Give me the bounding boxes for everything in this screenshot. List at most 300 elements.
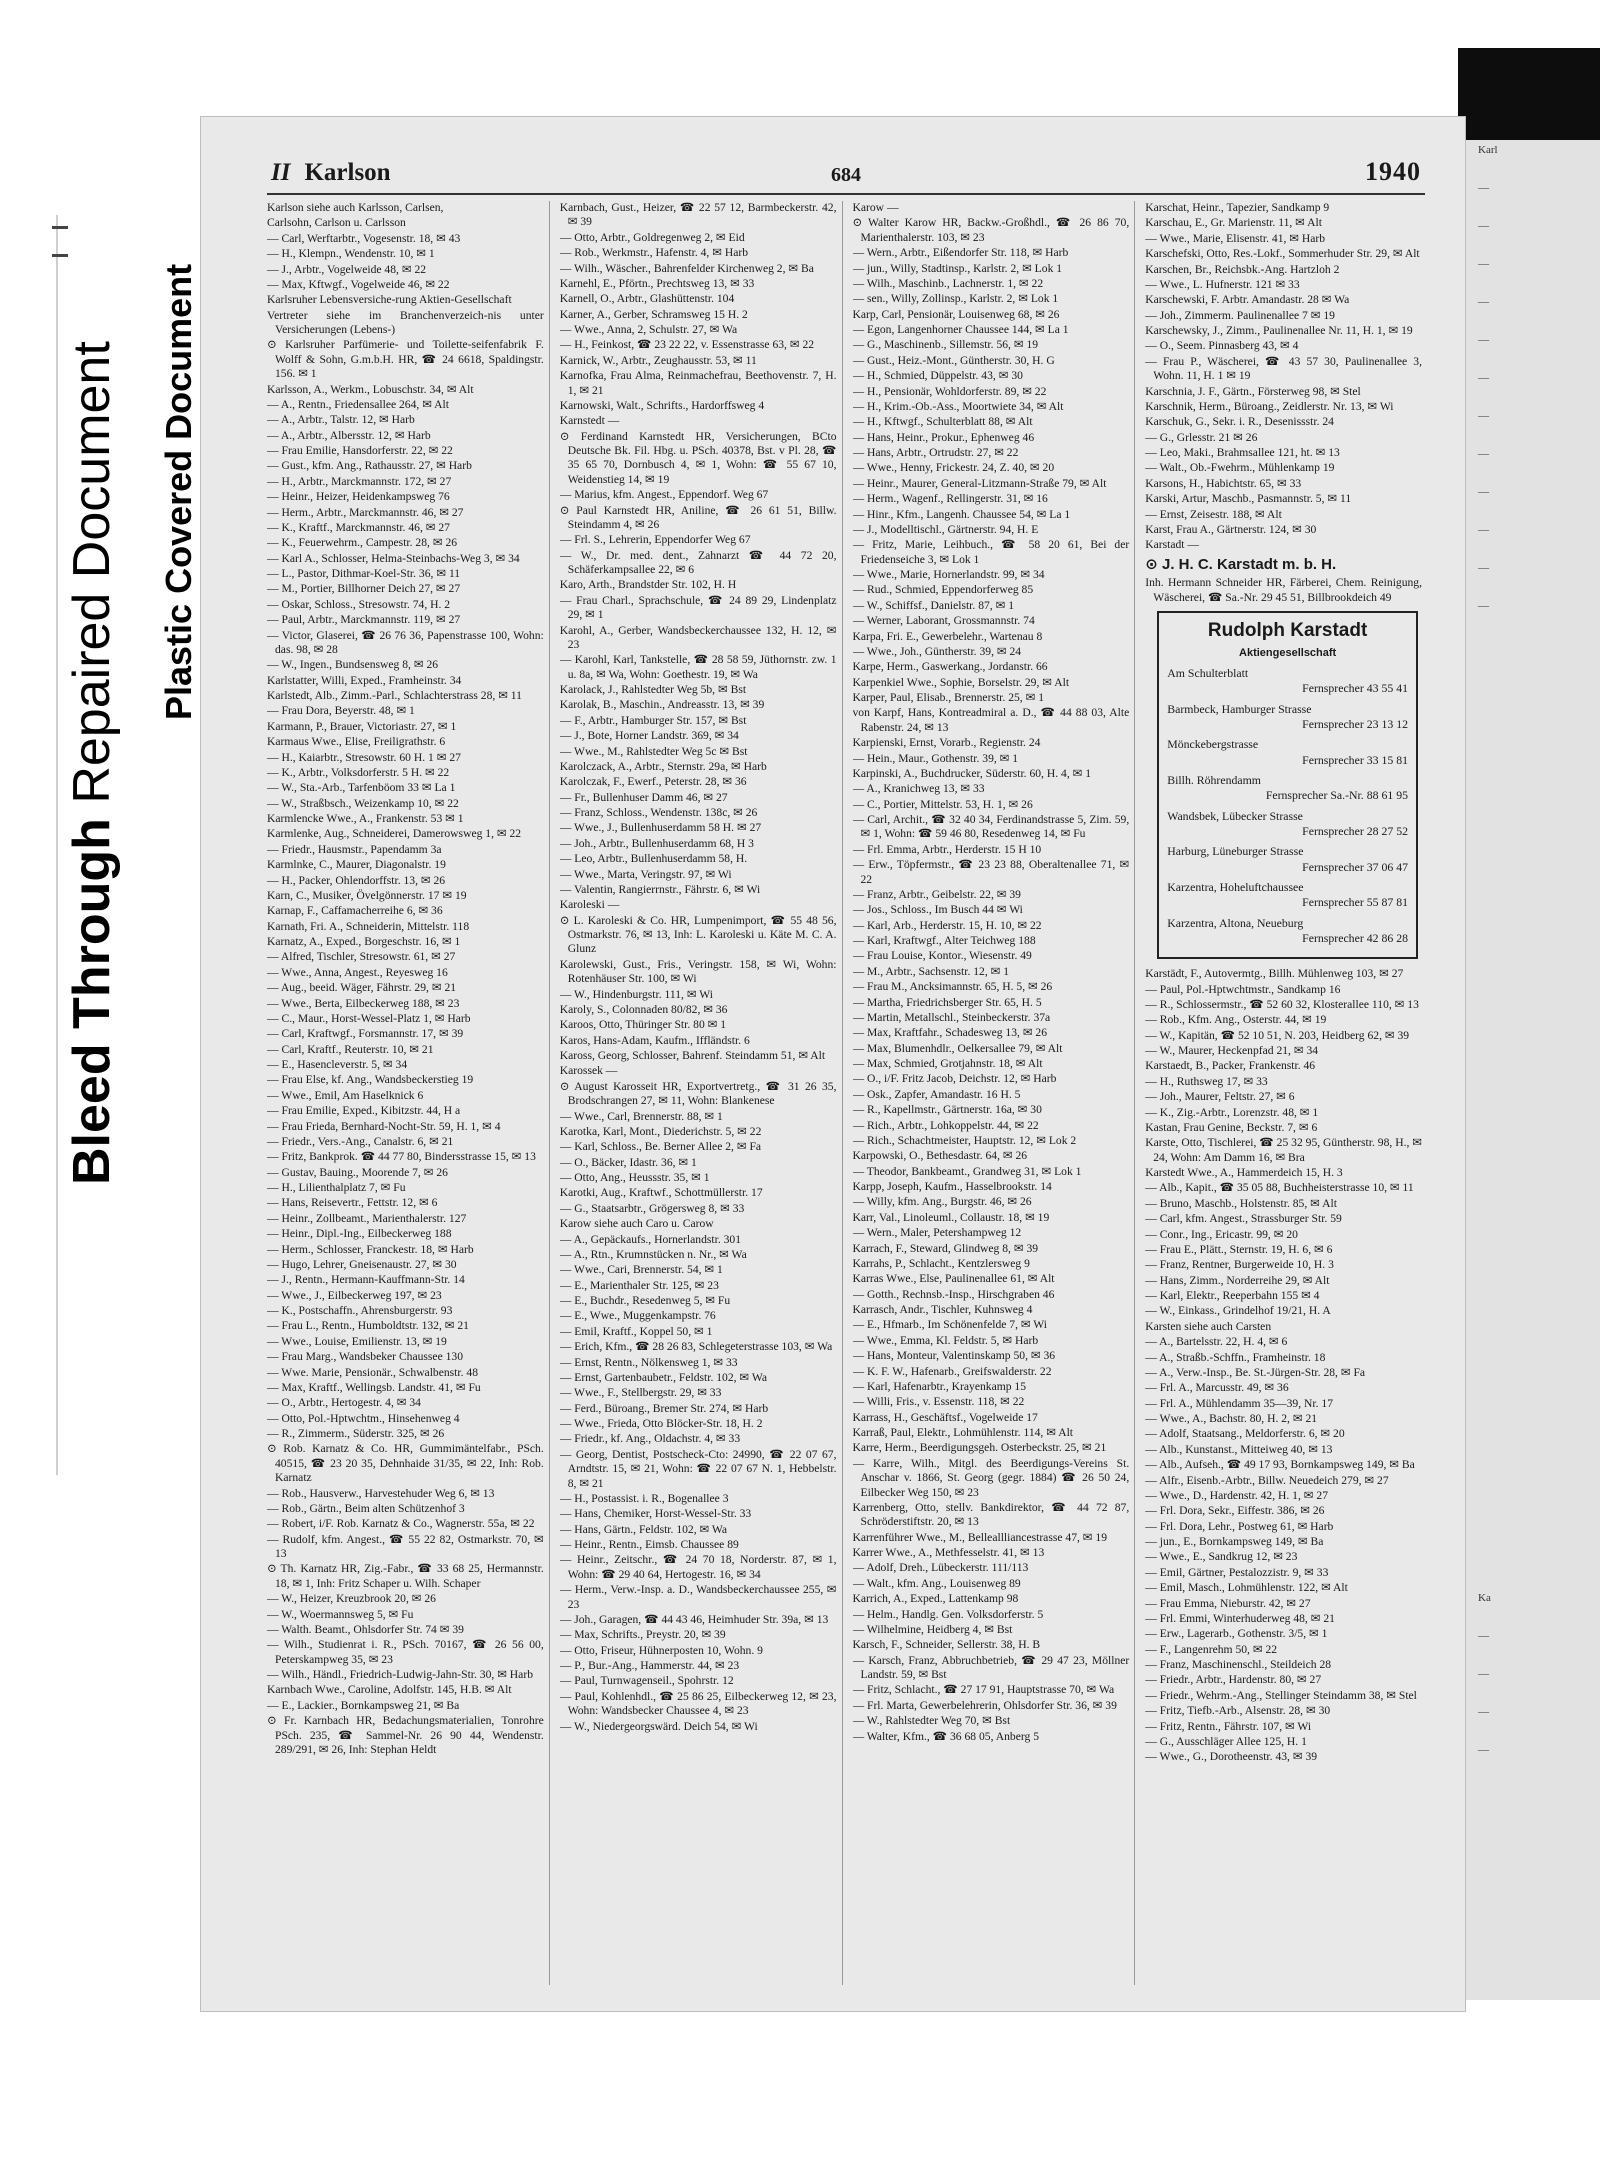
directory-entry: — Paul, Pol.-Hptwchtmstr., Sandkamp 16 <box>1145 982 1341 996</box>
directory-entry: Karschat, Heinr., Tapezier, Sandkamp 9 <box>1145 201 1330 214</box>
directory-entry: — Hans, Gärtn., Feldstr. 102, ✉ Wa <box>559 1522 728 1536</box>
next-page-fragment-text: Karl <box>1478 144 1498 156</box>
directory-entry: — Hugo, Lehrer, Gneisenaustr. 27, ✉ 30 <box>267 1257 457 1271</box>
directory-entry: — A., Verw.-Insp., Be. St.-Jürgen-Str. 28, ✉ Fa <box>1145 1365 1366 1379</box>
directory-entry: — Wwe., Marta, Veringstr. 97, ✉ Wi <box>559 867 732 881</box>
directory-entry: Karr, Val., Linoleuml., Collaustr. 18, ✉ 19 <box>852 1210 1050 1224</box>
directory-entry: Karpienski, Ernst, Vorarb., Regienstr. 24 <box>852 736 1041 750</box>
directory-entry: — Karl A., Schlosser, Helma-Steinbachs-Weg 3, ✉ 34 <box>267 551 520 565</box>
directory-entry: Karras Wwe., Else, Paulinenallee 61, ✉ Alt <box>852 1272 1055 1286</box>
next-page-fragment-text: — <box>1478 296 1489 308</box>
stamp-bleed-through <box>62 341 122 1185</box>
next-page-fragment-text: — <box>1478 220 1489 232</box>
directory-columns <box>267 201 1427 1985</box>
directory-entry: ⊙ L. Karoleski & Co. HR, Lumpenimport, ☎ 55 48 56, Ostmarkstr. 76, ✉ 13, Inh: L. Karoleski u. Käte M. C. A. Glunz <box>559 913 837 956</box>
directory-entry: Karotka, Karl, Mont., Diederichstr. 5, ✉ 22 <box>559 1124 762 1138</box>
directory-entry: — Frau Dora, Beyerstr. 48, ✉ 1 <box>267 704 415 718</box>
directory-entry: Karrenführer Wwe., M., Belleallliancestrasse 47, ✉ 19 <box>852 1530 1107 1544</box>
directory-entry: — Carl, Kraftwgf., Forsmannstr. 17, ✉ 39 <box>267 1027 464 1041</box>
directory-entry: Vertreter siehe im Branchenverzeich-nis unter Versicherungen (Lebens-) <box>267 308 544 336</box>
directory-entry: — O., Bäcker, Idastr. 36, ✉ 1 <box>559 1155 697 1169</box>
directory-entry: — J., Bote, Horner Landstr. 369, ✉ 34 <box>559 729 739 743</box>
ad-location-place: Karzentra, Hoheluftchaussee <box>1167 879 1304 894</box>
directory-entry: — Carl, Kraftf., Reuterstr. 10, ✉ 21 <box>267 1042 434 1056</box>
directory-entry: Karstädt, F., Autovermtg., Billh. Mühlenweg 103, ✉ 27 <box>1145 967 1404 981</box>
directory-entry: — Willi, Fris., v. Essenstr. 118, ✉ 22 <box>852 1395 1025 1409</box>
directory-entry: — R., Kapellmstr., Gärtnerstr. 16a, ✉ 30 <box>852 1103 1042 1117</box>
directory-entry: — G., Grlesstr. 21 ✉ 26 <box>1145 430 1258 444</box>
karstadt-advertisement <box>1157 611 1418 959</box>
directory-entry: — Bruno, Maschb., Holstenstr. 85, ✉ Alt <box>1145 1196 1337 1210</box>
directory-entry: — A., Kranichweg 13, ✉ 33 <box>852 782 985 796</box>
directory-entry: — R., Schlossermstr., ☎ 52 60 32, Klosterallee 110, ✉ 13 <box>1145 997 1419 1011</box>
ad-locations <box>1167 666 1408 946</box>
directory-entry: — Adolf, Staatsang., Meldorferstr. 6, ✉ 20 <box>1145 1427 1345 1441</box>
directory-entry: Karpe, Herm., Gaswerkang., Jordanstr. 66 <box>852 660 1048 674</box>
directory-entry: ⊙ Paul Karnstedt HR, Aniline, ☎ 26 61 51, Billw. Steindamm 4, ✉ 26 <box>559 503 837 531</box>
directory-entry: — Erw., Lagerarb., Gothenstr. 3/5, ✉ 1 <box>1145 1627 1328 1641</box>
directory-entry: Karper, Paul, Elisab., Brennerstr. 25, ✉ 1 <box>852 691 1044 704</box>
directory-entry: — Frau Marg., Wandsbeker Chaussee 130 <box>267 1350 464 1364</box>
ad-subtitle: Aktiengesellschaft <box>1239 646 1337 659</box>
directory-entry: — Willy, kfm. Ang., Burgstr. 46, ✉ 26 <box>852 1195 1032 1209</box>
directory-entry: Karnell, O., Arbtr., Glashüttenstr. 104 <box>559 292 735 306</box>
directory-entry: Karstadt — <box>1145 538 1200 552</box>
directory-entry: Karlson siehe auch Karlsson, Carlsen, <box>267 201 444 214</box>
directory-entry: — Theodor, Bankbeamt., Grandweg 31, ✉ Lok 1 <box>852 1164 1082 1178</box>
directory-entry: — Wwe., Anna, Angest., Reyesweg 16 <box>267 965 448 979</box>
directory-entry: — Frau Emilie, Exped., Kibitzstr. 44, H a <box>267 1104 461 1118</box>
directory-entry: Karolczack, A., Arbtr., Sternstr. 29a, ✉ Harb <box>559 759 767 773</box>
directory-entry: — Frau Else, kf. Ang., Wandsbeckerstieg 19 <box>267 1073 474 1087</box>
directory-entry: — Robert, i/F. Rob. Karnatz & Co., Wagnerstr. 55a, ✉ 22 <box>267 1517 535 1531</box>
directory-entry: ⊙ Karlsruher Parfümerie- und Toilette-seifenfabrik F. Wolff & Sohn, G.m.b.H. HR, ☎ 24 6618, Spaldingstr. 156. ✉ 1 <box>267 338 544 381</box>
directory-entry: Karpowski, O., Bethesdastr. 64, ✉ 26 <box>852 1149 1028 1163</box>
scan-edge-block <box>1458 48 1600 140</box>
directory-entry: — Friedr., Arbtr., Hardenstr. 80, ✉ 27 <box>1145 1673 1322 1687</box>
directory-entry: — Oskar, Schloss., Stresowstr. 74, H. 2 <box>267 597 451 611</box>
directory-entry: — Wwe., Marie, Hornerlandstr. 99, ✉ 34 <box>852 568 1045 581</box>
directory-entry: Karmann, P., Brauer, Victoriastr. 27, ✉ 1 <box>267 719 457 733</box>
directory-entry: Karschnia, J. F., Gärtn., Försterweg 98, ✉ Stel <box>1145 384 1361 398</box>
directory-entry: — Erw., Töpfermstr., ☎ 23 23 88, Oberaltenallee 71, ✉ 22 <box>852 858 1130 886</box>
directory-entry: Kaross, Georg, Schlosser, Bahrenf. Steindamm 51, ✉ Alt <box>559 1049 826 1062</box>
directory-column-1 <box>267 201 550 1985</box>
ad-location-phone: Fernsprecher 42 86 28 <box>1302 930 1408 945</box>
directory-entry: — Max, Kftwgf., Vogelweide 46, ✉ 22 <box>267 277 450 291</box>
directory-entry: — H., Kftwgf., Schulterblatt 88, ✉ Alt <box>852 415 1033 429</box>
directory-entry: — R., Zimmerm., Süderstr. 325, ✉ 26 <box>267 1427 445 1440</box>
directory-entry: — Wwe., G., Dorotheenstr. 43, ✉ 39 <box>1145 1750 1318 1764</box>
directory-entry: — Karl, Elektr., Reeperbahn 155 ✉ 4 <box>1145 1289 1320 1303</box>
scan-tick-mark <box>52 226 68 229</box>
directory-entry: Karrach, F., Steward, Glindweg 8, ✉ 39 <box>852 1241 1039 1255</box>
directory-entry: Karnatz, A., Exped., Borgeschstr. 16, ✉ 1 <box>267 935 461 948</box>
directory-entry: Karolack, J., Rahlstedter Weg 5b, ✉ Bst <box>559 683 747 696</box>
directory-entry: — Frau Emma, Nieburstr. 42, ✉ 27 <box>1145 1596 1311 1610</box>
directory-column-2 <box>560 201 843 1985</box>
directory-entry: — Heinr., Dipl.-Ing., Eilbeckerweg 188 <box>267 1227 452 1241</box>
directory-entry: Karste, Otto, Tischlerei, ☎ 25 32 95, Güntherstr. 98, H., ✉ 24, Wohn: Am Damm 16, ✉ Bra <box>1145 1136 1422 1164</box>
directory-entry: — Fr., Bullenhuser Damm 46, ✉ 27 <box>559 790 728 804</box>
directory-entry: — Frl. Dora, Lehr., Postweg 61, ✉ Harb <box>1145 1519 1334 1533</box>
directory-entry: Karmlenke, Aug., Schneiderei, Damerowsweg 1, ✉ 22 <box>267 827 522 841</box>
directory-entry: — W., Schiffsf., Danielstr. 87, ✉ 1 <box>852 598 1015 612</box>
directory-entry: — K. F. W., Hafenarb., Greifswalderstr. 22 <box>852 1364 1052 1378</box>
directory-entry: Karnowski, Walt., Schrifts., Hardorffsweg 4 <box>559 398 765 412</box>
directory-entry: Karschnik, Herm., Büroang., Zeidlerstr. Nr. 13, ✉ Wi <box>1145 399 1394 413</box>
directory-entry: — Rich., Schachtmeister, Hauptstr. 12, ✉ Lok 2 <box>852 1133 1077 1147</box>
stamp-bleed-text: Bleed Through <box>63 818 121 1185</box>
directory-entry: — Otto, Arbtr., Goldregenweg 2, ✉ Eid <box>559 230 745 244</box>
directory-entry: Karpinski, A., Buchdrucker, Süderstr. 60, H. 4, ✉ 1 <box>852 766 1092 780</box>
directory-entry: — F., Langenrehm 50, ✉ 22 <box>1145 1642 1278 1656</box>
directory-entry: — Fritz, Marie, Leihbuch., ☎ 58 20 61, Bei der Friedenseiche 3, ✉ Lok 1 <box>852 538 1130 566</box>
directory-entry: — Franz, Schloss., Wendenstr. 138c, ✉ 26 <box>559 806 758 819</box>
directory-entry: — Wwe., J., Bullenhuserdamm 58 H. ✉ 27 <box>559 821 762 835</box>
directory-entry: — Karsch, Franz, Abbruchbetrieb, ☎ 29 47 23, Möllner Landstr. 59, ✉ Bst <box>852 1653 1130 1681</box>
directory-entry: — W., Einkass., Grindelhof 19/21, H. A <box>1145 1304 1331 1318</box>
directory-entry: — Fritz, Schlacht., ☎ 27 17 91, Hauptstrasse 70, ✉ Wa <box>852 1683 1115 1697</box>
directory-entry: — Joh., Garagen, ☎ 44 43 46, Heimhuder Str. 39a, ✉ 13 <box>559 1612 829 1626</box>
directory-entry: — Gust., Heiz.-Mont., Güntherstr. 30, H. G <box>852 353 1055 367</box>
directory-entry: — K., Kraftf., Marckmannstr. 46, ✉ 27 <box>267 520 450 534</box>
directory-entry: — H., Klempn., Wendenstr. 10, ✉ 1 <box>267 247 435 261</box>
directory-entry: — Rob., Gärtn., Beim alten Schützenhof 3 <box>267 1501 465 1515</box>
directory-entry: — G., Ausschläger Allee 125, H. 1 <box>1145 1734 1307 1748</box>
directory-entry: — O., i/F. Fritz Jacob, Deichstr. 12, ✉ Harb <box>852 1072 1057 1086</box>
directory-entry: — Wern., Arbtr., Eißendorfer Str. 118, ✉ Harb <box>852 246 1069 260</box>
directory-entry: — Hinr., Kfm., Langenh. Chaussee 54, ✉ La 1 <box>852 507 1071 521</box>
directory-entry: — Wilh., Händl., Friedrich-Ludwig-Jahn-Str. 30, ✉ Harb <box>267 1668 533 1681</box>
directory-entry: — Max, Kraftfahr., Schadesweg 13, ✉ 26 <box>852 1026 1048 1040</box>
directory-entry: — Helm., Handlg. Gen. Volksdorferstr. 5 <box>852 1607 1044 1621</box>
directory-entry: — Frl. A., Mühlendamm 35—39, Nr. 17 <box>1145 1396 1334 1410</box>
directory-entry: Karnehl, E., Pförtn., Prechtsweg 13, ✉ 33 <box>559 276 755 290</box>
directory-entry: — Frl. Marta, Gewerbelehrerin, Ohlsdorfer Str. 36, ✉ 39 <box>852 1698 1117 1712</box>
stamp-repaired-text: Repaired Document <box>63 341 121 804</box>
ad-location-place: Barmbeck, Hamburger Strasse <box>1167 701 1312 716</box>
directory-entry: Karsch, F., Schneider, Sellerstr. 38, H. B <box>852 1638 1041 1652</box>
directory-entry: — E., Buchdr., Resedenweg 5, ✉ Fu <box>559 1294 731 1307</box>
directory-entry: Karnath, Fri. A., Schneiderin, Mittelstr. 118 <box>267 919 470 933</box>
directory-entry: — Ernst, Zeisestr. 188, ✉ Alt <box>1145 507 1282 521</box>
directory-entry: — A., Bartelsstr. 22, H. 4, ✉ 6 <box>1145 1335 1288 1349</box>
next-page-fragment-text: — <box>1478 334 1489 346</box>
directory-entry: ⊙ Walter Karow HR, Backw.-Großhdl., ☎ 26 86 70, Marienthalerstr. 103, ✉ 23 <box>852 216 1130 244</box>
directory-entry: — Max, Kraftf., Wellingsb. Landstr. 41, ✉ Fu <box>267 1380 481 1394</box>
directory-entry: — Hans, Chemiker, Horst-Wessel-Str. 33 <box>559 1507 752 1521</box>
directory-entry: Karoos, Otto, Thüringer Str. 80 ✉ 1 <box>559 1018 727 1032</box>
directory-entry: — Carl, kfm. Angest., Strassburger Str. 59 <box>1145 1212 1342 1226</box>
directory-entry: — Wwe., Marie, Elisenstr. 41, ✉ Harb <box>1145 231 1326 245</box>
directory-entry: — Franz, Rentner, Burgerweide 10, H. 3 <box>1145 1258 1334 1272</box>
directory-entry: — W., Rahlstedter Weg 70, ✉ Bst <box>852 1714 1011 1728</box>
directory-entry: Karrich, A., Exped., Lattenkamp 98 <box>852 1592 1019 1606</box>
ad-location-phone: Fernsprecher 28 27 52 <box>1302 823 1408 838</box>
directory-entry: — Otto, Pol.-Hptwchtm., Hinsehenweg 4 <box>267 1411 460 1425</box>
directory-entry: — C., Maur., Horst-Wessel-Platz 1, ✉ Harb <box>267 1011 471 1025</box>
ad-location-phone: Fernsprecher 43 55 41 <box>1302 681 1408 696</box>
directory-column-4 <box>1145 201 1427 1985</box>
directory-entry: — Walter, Kfm., ☎ 36 68 05, Anberg 5 <box>852 1729 1040 1743</box>
next-page-fragment-text: — <box>1478 372 1489 384</box>
directory-entry: — Leo, Arbtr., Bullenhuserdamm 58, H. <box>559 852 748 866</box>
directory-entry: Karrahs, P., Schlacht., Kentzlersweg 9 <box>852 1256 1030 1270</box>
directory-entry: — Osk., Zapfer, Amandastr. 16 H. 5 <box>852 1087 1021 1101</box>
directory-entry: — Rud., Schmied, Eppendorferweg 85 <box>852 583 1034 597</box>
directory-entry: — Friedr., Vers.-Ang., Canalstr. 6, ✉ 21 <box>267 1134 454 1148</box>
directory-entry: Karmaus Wwe., Elise, Freiligrathstr. 6 <box>267 735 446 749</box>
column-4-entries <box>1145 201 1422 553</box>
directory-entry: — Alfred, Tischler, Stresowstr. 61, ✉ 27 <box>267 950 456 964</box>
directory-entry: — Rudolf, kfm. Angest., ☎ 55 22 82, Ostmarkstr. 70, ✉ 13 <box>267 1532 544 1560</box>
directory-entry: — Marius, kfm. Angest., Eppendorf. Weg 67 <box>559 488 769 502</box>
directory-entry: — Frl. S., Lehrerin, Eppendorfer Weg 67 <box>559 533 751 547</box>
next-page-fragment-text: — <box>1478 448 1489 460</box>
directory-entry: — W., Maurer, Heckenpfad 21, ✉ 34 <box>1145 1044 1319 1058</box>
directory-entry: — Wwe., Joh., Güntherstr. 39, ✉ 24 <box>852 644 1022 658</box>
directory-entry: — C., Portier, Mittelstr. 53, H. 1, ✉ 26 <box>852 797 1033 811</box>
directory-entry: — Wwe., F., Stellbergstr. 29, ✉ 33 <box>559 1386 722 1400</box>
directory-entry: — K., Feuerwehrm., Campestr. 28, ✉ 26 <box>267 536 458 550</box>
directory-entry: ⊙ August Karosseit HR, Exportvertretg., ☎ 31 26 35, Brodschrangen 27, ✉ 11, Wohn: Blankenese <box>559 1079 837 1108</box>
directory-entry: — Frau Emilie, Hansdorferstr. 22, ✉ 22 <box>267 444 453 457</box>
next-page-fragment-text: — <box>1478 600 1489 612</box>
directory-entry: — A., Arbtr., Talstr. 12, ✉ Harb <box>267 413 415 427</box>
directory-entry: — A., Gepäckaufs., Hornerlandstr. 301 <box>559 1232 742 1246</box>
directory-entry: — Leo, Maki., Brahmsallee 121, ht. ✉ 13 <box>1145 446 1340 459</box>
directory-entry: — Hans, Reisevertr., Fettstr. 12, ✉ 6 <box>267 1196 438 1210</box>
directory-entry: — sen., Willy, Zollinsp., Karlstr. 2, ✉ Lok 1 <box>852 292 1059 306</box>
directory-entry: — Gustav, Bauing., Moorende 7, ✉ 26 <box>267 1165 448 1179</box>
directory-entry: Karolewski, Gust., Fris., Veringstr. 158, ✉ Wi, Wohn: Rotenhäuser Str. 100, ✉ Wi <box>559 957 837 986</box>
directory-entry: — M., Arbtr., Sachsenstr. 12, ✉ 1 <box>852 964 1010 978</box>
directory-entry: — W., Heizer, Kreuzbrook 20, ✉ 26 <box>267 1592 436 1606</box>
directory-entry: — Hans, Monteur, Valentinskamp 50, ✉ 36 <box>852 1349 1056 1363</box>
karstadt-firm-name: ⊙ J. H. C. Karstadt m. b. H. <box>1145 555 1337 573</box>
directory-entry: Karsons, H., Habichtstr. 65, ✉ 33 <box>1145 476 1302 490</box>
directory-entry: Karnstedt — <box>559 414 620 428</box>
ad-location-place: Am Schulterblatt <box>1167 665 1249 680</box>
directory-entry: Karre, Herm., Beerdigungsgeh. Osterbeckstr. 25, ✉ 21 <box>852 1441 1107 1455</box>
ad-title: Rudolph Karstadt <box>1207 619 1368 641</box>
directory-entry: Karos, Hans-Adam, Kaufm., Iffländstr. 6 <box>559 1033 750 1047</box>
directory-entry: — Wwe., Berta, Eilbeckerweg 188, ✉ 23 <box>267 996 460 1010</box>
directory-entry: — E., Lackier., Bornkampsweg 21, ✉ Ba <box>267 1698 460 1712</box>
header-surname: Karlson <box>304 159 391 186</box>
directory-entry: — P., Bur.-Ang., Hammerstr. 44, ✉ 23 <box>559 1659 740 1672</box>
scan-tick-mark <box>52 254 68 257</box>
next-page-fragment-text: — <box>1478 562 1489 574</box>
ad-location-phone: Fernsprecher 33 15 81 <box>1302 752 1408 767</box>
directory-entry: — Frau Charl., Sprachschule, ☎ 24 89 29, Lindenplatz 29, ✉ 1 <box>559 593 837 622</box>
directory-entry: — W., Kapitän, ☎ 52 10 51, N. 203, Heidberg 62, ✉ 39 <box>1145 1028 1410 1042</box>
directory-entry: Karossek — <box>559 1064 618 1078</box>
directory-entry: — K., Zig.-Arbtr., Lorenzstr. 48, ✉ 1 <box>1145 1105 1319 1119</box>
page-number: 684 <box>831 164 861 186</box>
directory-entry: — E., Hasencleverstr. 5, ✉ 34 <box>267 1058 408 1071</box>
directory-entry: — Frl. Emmi, Winterhuderweg 48, ✉ 21 <box>1145 1611 1335 1625</box>
directory-entry: — E., Wwe., Muggenkampstr. 76 <box>559 1309 716 1323</box>
directory-entry: — J., Arbtr., Vogelweide 48, ✉ 22 <box>267 262 427 276</box>
directory-entry: — O., Seem. Pinnasberg 43, ✉ 4 <box>1145 339 1299 353</box>
directory-entry: — Walt., kfm. Ang., Louisenweg 89 <box>852 1576 1021 1590</box>
directory-entry: — Wilhelmine, Heidberg 4, ✉ Bst <box>852 1622 1013 1636</box>
directory-entry: Karsten siehe auch Carsten <box>1145 1319 1272 1333</box>
directory-entry: Karski, Artur, Maschb., Pasmannstr. 5, ✉ 11 <box>1145 492 1352 506</box>
directory-entry: — M., Portier, Billhorner Deich 27, ✉ 27 <box>267 582 461 596</box>
directory-entry: — Wwe., Louise, Emilienstr. 13, ✉ 19 <box>267 1334 447 1348</box>
directory-column-3 <box>853 201 1136 1985</box>
directory-entry: — Karohl, Karl, Tankstelle, ☎ 28 58 59, Jüthornstr. zw. 1 u. 8a, ✉ Wa, Wohn: Goethestr. 19, ✉ Wa <box>559 653 837 681</box>
directory-entry: — Franz, Maschinenschl., Steildeich 28 <box>1145 1658 1332 1672</box>
directory-entry: — W., Niedergeorgswärd. Deich 54, ✉ Wi <box>559 1719 758 1733</box>
directory-entry: — E., Marienthaler Str. 125, ✉ 23 <box>559 1278 719 1292</box>
directory-entry: — Frl. A., Marcusstr. 49, ✉ 36 <box>1145 1381 1289 1395</box>
ad-location-place: Harburg, Lüneburger Strasse <box>1167 844 1304 859</box>
directory-entry: — Egon, Langenhorner Chaussee 144, ✉ La 1 <box>852 323 1069 336</box>
directory-entry: Karnbach, Gust., Heizer, ☎ 22 57 12, Barmbeckerstr. 42, ✉ 39 <box>559 201 837 229</box>
section-number: II <box>271 159 291 186</box>
directory-entry: — Erich, Kfm., ☎ 28 26 83, Schlegeterstrasse 103, ✉ Wa <box>559 1340 833 1354</box>
directory-entry: Karmlnke, C., Maurer, Diagonalstr. 19 <box>267 858 446 872</box>
directory-entry: — Friedr., Wehrm.-Ang., Stellinger Steindamm 38, ✉ Stel <box>1145 1688 1417 1702</box>
directory-entry: — H., Ruthsweg 17, ✉ 33 <box>1145 1074 1268 1088</box>
directory-entry: — A., Straßb.-Schffn., Framheinstr. 18 <box>1145 1350 1326 1364</box>
directory-entry: — Paul, Kohlenhdl., ☎ 25 86 25, Eilbeckerweg 12, ✉ 23, Wohn: Wandsbecker Chaussee 4, ✉ 23 <box>559 1689 837 1718</box>
directory-entry: — H., Pensionär, Wohldorferstr. 89, ✉ 22 <box>852 384 1047 398</box>
directory-entry: — Ernst, Rentn., Nölkensweg 1, ✉ 33 <box>559 1355 738 1369</box>
directory-entry: — G., Staatsarbtr., Grögersweg 8, ✉ 33 <box>559 1201 745 1215</box>
directory-entry: — Heinr., Zollbeamt., Marienthalerstr. 127 <box>267 1211 467 1225</box>
directory-entry: — Walt., Ob.-Fwehrm., Mühlenkamp 19 <box>1145 461 1335 475</box>
directory-entry: Karschuk, G., Sekr. i. R., Desenissstr. 24 <box>1145 415 1334 429</box>
directory-entry: — H., Packer, Ohlendorffstr. 13, ✉ 26 <box>267 873 446 887</box>
directory-entry: — H., Schmied, Düppelstr. 43, ✉ 30 <box>852 369 1023 383</box>
directory-entry: — Martin, Metallschl., Steinbeckerstr. 37a <box>852 1010 1051 1024</box>
directory-entry: — Wwe., Carl, Brennerstr. 88, ✉ 1 <box>559 1109 723 1123</box>
directory-entry: — Ferd., Büroang., Bremer Str. 274, ✉ Harb <box>559 1401 769 1415</box>
directory-entry: — Gust., kfm. Ang., Rathausstr. 27, ✉ Harb <box>267 459 472 473</box>
directory-entry: Karoly, S., Colonnaden 80/82, ✉ 36 <box>559 1002 728 1016</box>
directory-entry: — O., Arbtr., Hertogestr. 4, ✉ 34 <box>267 1396 421 1410</box>
directory-entry: — Frau Frieda, Bernhard-Nocht-Str. 59, H. 1, ✉ 4 <box>267 1119 501 1133</box>
directory-entry: ⊙ Fr. Karnbach HR, Bedachungsmaterialien, Tonrohre PSch. 235, ☎ Sammel-Nr. 26 90 44, Wendenstr. 289/291, ✉ 26, Inh: Stephan Heldt <box>267 1714 544 1756</box>
directory-entry: Karpa, Fri. E., Gewerbelehr., Wartenau 8 <box>852 629 1043 643</box>
directory-entry: — Aug., beeid. Wäger, Fährstr. 29, ✉ 21 <box>267 981 457 995</box>
next-page-fragment-text: — <box>1478 524 1489 536</box>
directory-entry: — Joh., Zimmerm. Paulinenallee 7 ✉ 19 <box>1145 308 1335 322</box>
directory-entry: — Frau M., Ancksimannstr. 65, H. 5, ✉ 26 <box>852 980 1053 994</box>
directory-entry: ⊙ Ferdinand Karnstedt HR, Versicherungen, BCto Deutsche Bk. Fil. Hbg. u. PSch. 40378, Bst. v Pl. 28, ☎ 35 65 70, Dornbusch 4, ✉ 1, Wohn: ☎ 55 67 10, Weidenstieg 14, ✉ 19 <box>559 429 837 486</box>
directory-entry: — Frl. Emma, Arbtr., Herderstr. 15 H 10 <box>852 842 1042 856</box>
directory-entry: — H., Krim.-Ob.-Ass., Moortwiete 34, ✉ Alt <box>852 399 1064 413</box>
directory-entry: — jun., Willy, Stadtinsp., Karlstr. 2, ✉ Lok 1 <box>852 261 1063 275</box>
directory-entry: — W., Dr. med. dent., Zahnarzt ☎ 44 72 20, Schäferkampsallee 22, ✉ 6 <box>559 548 837 576</box>
directory-entry: Carlsohn, Carlson u. Carlsson <box>267 216 406 230</box>
directory-entry: Karoleski — <box>559 898 620 912</box>
column-4-entries-continued <box>1145 967 1422 1765</box>
directory-entry: — Werner, Laborant, Grossmannstr. 74 <box>852 614 1035 628</box>
directory-entry: von Karpf, Hans, Kontreadmiral a. D., ☎ 44 88 03, Alte Rabenstr. 24, ✉ 13 <box>852 706 1130 734</box>
directory-entry: — Fritz, Tiefb.-Arb., Alsenstr. 28, ✉ 30 <box>1145 1704 1331 1718</box>
directory-entry: — Wilh., Wäscher., Bahrenfelder Kirchenweg 2, ✉ Ba <box>559 261 814 275</box>
directory-entry: — Carl, Werftarbtr., Vogesenstr. 18, ✉ 43 <box>267 231 461 245</box>
directory-entry: — Wwe., Emma, Kl. Feldstr. 5, ✉ Harb <box>852 1333 1039 1347</box>
next-page-fragment-text: — <box>1478 1630 1489 1642</box>
ad-location-place: Karzentra, Altona, Neueburg <box>1167 915 1304 930</box>
directory-entry: Karow siehe auch Caro u. Carow <box>559 1217 714 1231</box>
directory-entry: — Fritz, Bankprok. ☎ 44 77 80, Bindersstrasse 15, ✉ 13 <box>267 1150 536 1164</box>
directory-entry: Karolak, B., Maschin., Andreasstr. 13, ✉ 39 <box>559 698 765 712</box>
next-page-fragment-text: — <box>1478 486 1489 498</box>
ad-location-phone: Fernsprecher 37 06 47 <box>1302 859 1408 874</box>
directory-entry: Karschewsky, J., Zimm., Paulinenallee Nr. 11, H. 1, ✉ 19 <box>1145 324 1413 337</box>
directory-entry: — Wwe., D., Hardenstr. 42, H. 1, ✉ 27 <box>1145 1488 1328 1502</box>
directory-entry: — Wwe., J., Eilbeckerweg 197, ✉ 23 <box>267 1288 442 1302</box>
directory-entry: — Emil, Kraftf., Koppel 50, ✉ 1 <box>559 1324 713 1338</box>
karstadt-firm-details: Inh. Hermann Schneider HR, Färberei, Chem. Reinigung, Wäscherei, ☎ Sa.-Nr. 29 45 51, Billbrookdeich 49 <box>1145 576 1422 604</box>
directory-entry: Karn, C., Musiker, Övelgönnerstr. 17 ✉ 19 <box>267 888 467 902</box>
directory-entry: — Hans, Heinr., Prokur., Ephenweg 46 <box>852 430 1035 444</box>
directory-entry: — Rob., Kfm. Ang., Osterstr. 44, ✉ 19 <box>1145 1013 1327 1027</box>
directory-entry: — Franz, Arbtr., Geibelstr. 22, ✉ 39 <box>852 887 1021 901</box>
directory-entry: — Heinr., Maurer, General-Litzmann-Straße 79, ✉ Alt <box>852 476 1107 490</box>
directory-entry: Karnap, F., Caffamacherreihe 6, ✉ 36 <box>267 904 443 918</box>
directory-entry: — Wwe., Emil, Am Haselknick 6 <box>267 1088 424 1102</box>
directory-entry: — Joh., Arbtr., Bullenhuserdamm 68, H 3 <box>559 836 754 850</box>
directory-entry: — Frl. Dora, Sekr., Eiffestr. 386, ✉ 26 <box>1145 1504 1325 1518</box>
ad-location-place: Wandsbek, Lübecker Strasse <box>1167 808 1303 823</box>
next-page-fragment-text: — <box>1478 1668 1489 1680</box>
directory-entry: — jun., E., Bornkampsweg 149, ✉ Ba <box>1145 1535 1324 1549</box>
directory-entry: — Frau Louise, Kontor., Wiesenstr. 49 <box>852 949 1032 963</box>
directory-entry: Karrer Wwe., A., Methfesselstr. 41, ✉ 13 <box>852 1546 1045 1559</box>
header-year: 1940 <box>1365 157 1421 186</box>
header-rule <box>267 193 1425 195</box>
ad-location-place: Billh. Röhrendamm <box>1167 772 1261 787</box>
ad-location-place: Mönckebergstrasse <box>1167 737 1259 752</box>
directory-entry: — Wwe. Marie, Pensionär., Schwalbenstr. 48 <box>267 1365 479 1379</box>
directory-entry: — Fritz, Rentn., Fährstr. 107, ✉ Wi <box>1145 1719 1312 1733</box>
directory-entry: — Otto, Ang., Heussstr. 35, ✉ 1 <box>559 1171 710 1184</box>
directory-entry: — Hans, Zimm., Norderreihe 29, ✉ Alt <box>1145 1273 1330 1287</box>
directory-entry: — Gotth., Rechnsb.-Insp., Hirschgraben 46 <box>852 1287 1055 1301</box>
directory-entry: — Emil, Masch., Lohmühlenstr. 122, ✉ Alt <box>1145 1581 1348 1595</box>
next-page-fragment-text: — <box>1478 410 1489 422</box>
directory-entry: Karschau, E., Gr. Marienstr. 11, ✉ Alt <box>1145 216 1322 230</box>
directory-entry: — Alb., Aufseh., ☎ 49 17 93, Bornkampsweg 149, ✉ Ba <box>1145 1458 1415 1472</box>
directory-entry: — Karl, Schloss., Be. Berner Allee 2, ✉ Fa <box>559 1140 762 1154</box>
ad-location-phone: Fernsprecher 23 13 12 <box>1302 716 1408 731</box>
directory-entry: — H., Postassist. i. R., Bogenallee 3 <box>559 1491 729 1505</box>
directory-entry: — A., Arbtr., Albersstr. 12, ✉ Harb <box>267 428 431 442</box>
directory-entry: — Friedr., Hausmstr., Papendamm 3a <box>267 842 442 856</box>
stamp-plastic-covered: Plastic Covered Document <box>158 263 199 720</box>
directory-entry: — Alfr., Eisenb.-Arbtr., Billw. Neuedeich 279, ✉ 27 <box>1145 1473 1389 1487</box>
directory-entry: Karlstedt, Alb., Zimm.-Parl., Schlachterstrass 28, ✉ 11 <box>267 689 522 702</box>
directory-entry: Karp, Carl, Pensionär, Louisenweg 68, ✉ 26 <box>852 307 1060 321</box>
directory-entry: — Ernst, Gartenbaubetr., Feldstr. 102, ✉ Wa <box>559 1370 767 1384</box>
directory-entry: — Wwe., L. Hufnerstr. 121 ✉ 33 <box>1145 277 1300 291</box>
directory-entry: — Herm., Schlosser, Franckestr. 18, ✉ Harb <box>267 1242 474 1256</box>
directory-entry: — Wilh., Studienrat i. R., PSch. 70167, ☎ 26 56 00, Peterskampweg 35, ✉ 23 <box>267 1638 544 1666</box>
directory-entry: — Karl, Kraftwgf., Alter Teichweg 188 <box>852 934 1036 947</box>
directory-entry: — Herm., Wagenf., Rellingerstr. 31, ✉ 16 <box>852 492 1048 506</box>
directory-entry: — W., Sta.-Arb., Tarfenböom 33 ✉ La 1 <box>267 781 456 795</box>
directory-entry: Karrenberg, Otto, stellv. Bankdirektor, ☎ 44 72 87, Schröderstiftstr. 20, ✉ 13 <box>852 1500 1130 1529</box>
